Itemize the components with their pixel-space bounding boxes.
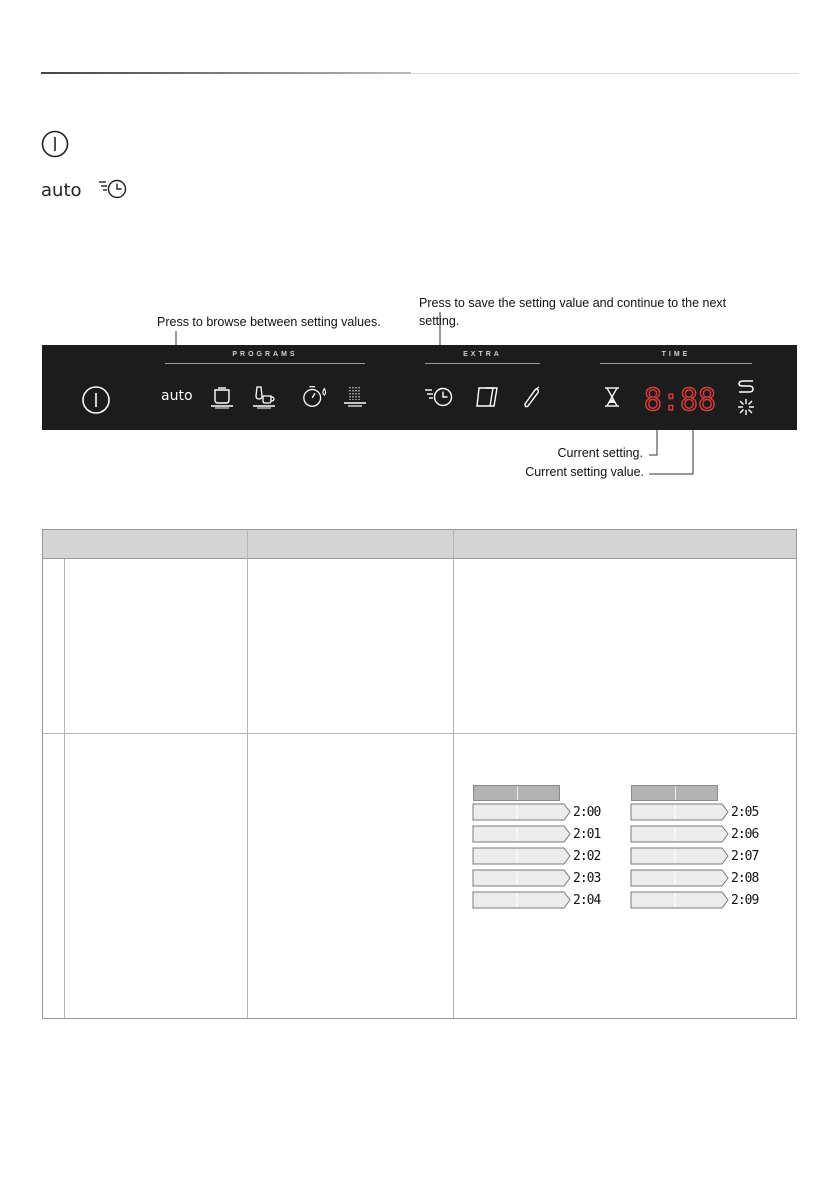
extra-rinse-aid-icon[interactable] <box>516 384 546 410</box>
callout-current-value: Current setting value. <box>525 465 644 479</box>
program-quick-timer-icon[interactable] <box>300 383 330 409</box>
extra-label: EXTRA <box>463 351 502 358</box>
time-display <box>643 380 717 416</box>
program-plate-steam-icon[interactable] <box>340 384 370 410</box>
mini-table-left-header <box>473 785 560 801</box>
mini-right-value-5: 2:09 <box>731 893 759 908</box>
program-auto-button[interactable]: auto <box>161 388 193 404</box>
table-col-divider-2 <box>453 529 454 1019</box>
table-num-divider <box>64 559 65 1019</box>
mini-right-value-2: 2:06 <box>731 827 759 842</box>
table-row-divider <box>42 733 797 734</box>
mini-left-value-5: 2:04 <box>573 893 601 908</box>
xtime-icon <box>98 178 128 200</box>
callout-save: Press to save the setting value and continue to the next setting. <box>419 296 727 328</box>
header-rule-dark <box>41 72 411 74</box>
mini-left-value-2: 2:01 <box>573 827 601 842</box>
salt-indicator-icon <box>735 377 757 395</box>
program-pot-icon[interactable] <box>207 384 237 410</box>
callout-current-setting: Current setting. <box>557 446 643 460</box>
callout-browse: Press to browse between setting values. <box>157 315 381 329</box>
mini-table-right-header <box>631 785 718 801</box>
mini-left-value-4: 2:03 <box>573 871 601 886</box>
table-right-border <box>796 559 797 1019</box>
extra-line <box>425 363 540 364</box>
table-bottom-border <box>42 1018 797 1019</box>
table-left-border <box>42 559 43 1019</box>
mini-right-value-1: 2:05 <box>731 805 759 820</box>
auto-label: auto <box>41 180 82 201</box>
table-col-divider-1 <box>247 529 248 1019</box>
programs-line <box>165 363 365 364</box>
mini-left-value-3: 2:02 <box>573 849 601 864</box>
table-header <box>42 529 797 559</box>
power-icon <box>41 130 69 158</box>
programs-label: PROGRAMS <box>232 351 298 358</box>
program-glass-cup-icon[interactable] <box>249 384 279 410</box>
mini-right-value-3: 2:07 <box>731 849 759 864</box>
mini-table-right-rows <box>630 803 730 911</box>
rinse-aid-indicator-icon <box>736 397 756 417</box>
time-line <box>600 363 752 364</box>
panel-power-button[interactable] <box>81 385 111 415</box>
mini-left-value-1: 2:00 <box>573 805 601 820</box>
header-rule-light <box>411 73 799 74</box>
delay-hourglass-icon <box>597 384 627 410</box>
extra-xtime-icon[interactable] <box>424 384 454 410</box>
time-label: TIME <box>661 351 691 358</box>
time-display-digits: 8:88 <box>643 383 717 416</box>
extra-door-open-icon[interactable] <box>473 384 503 410</box>
mini-right-value-4: 2:08 <box>731 871 759 886</box>
